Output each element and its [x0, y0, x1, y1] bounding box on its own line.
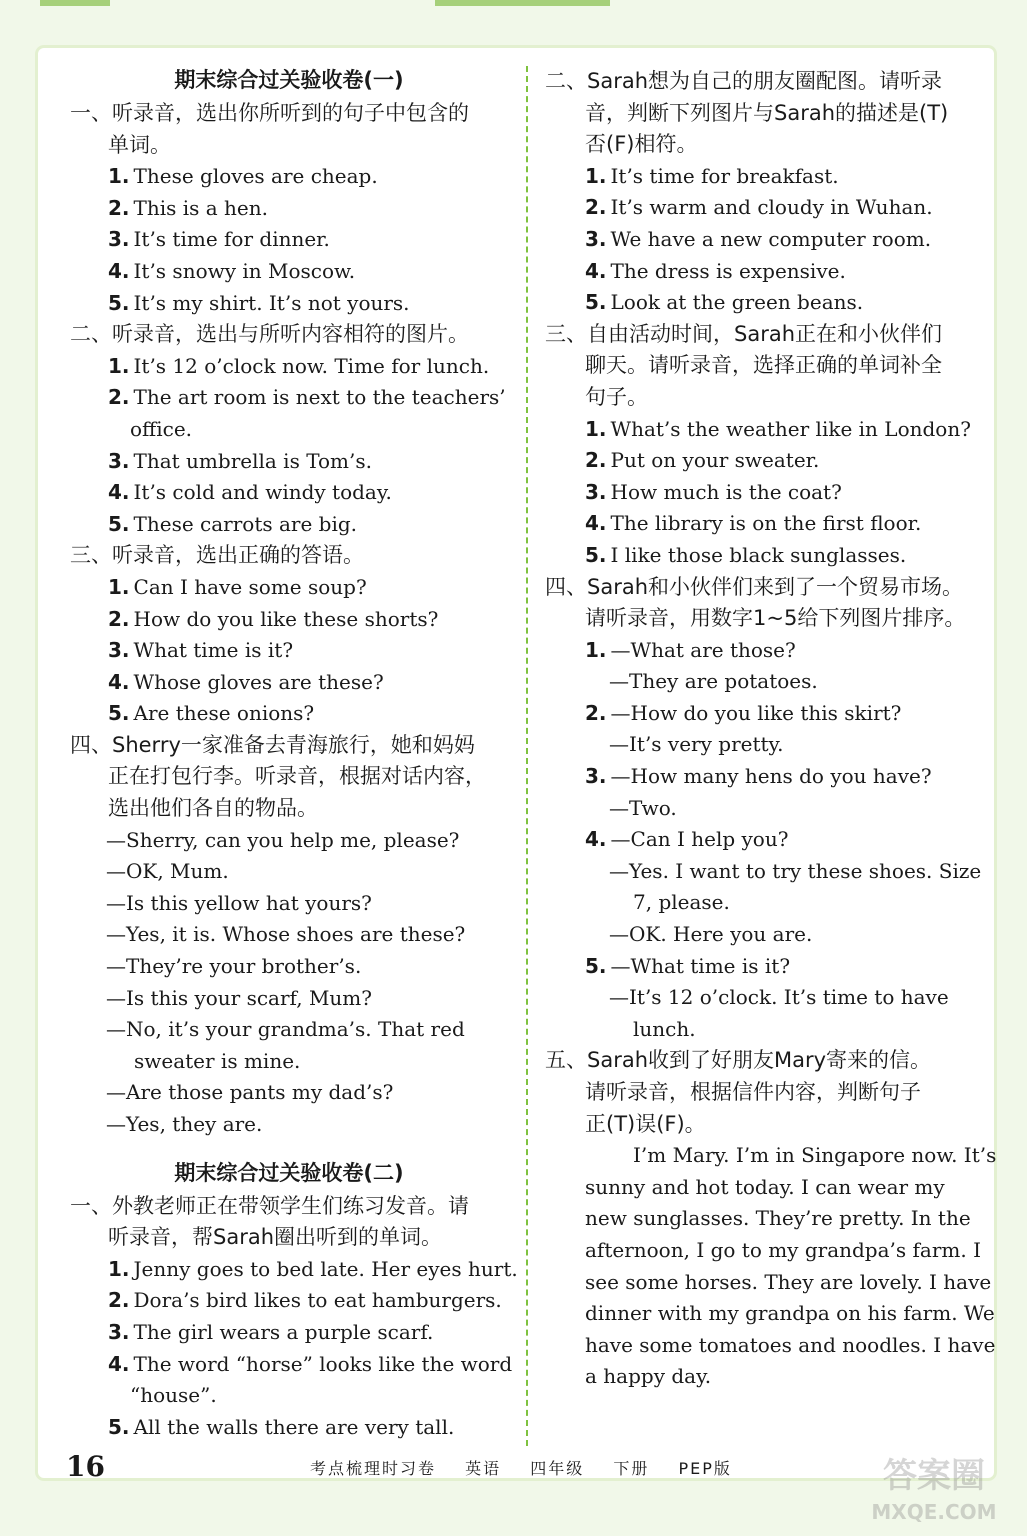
section-heading: 三、自由活动时间，Sarah正在和小伙伴们: [545, 321, 943, 346]
letter-line: afternoon, I go to my grandpa’s farm. I: [585, 1237, 981, 1262]
page-number: 16: [66, 1450, 105, 1483]
list-item: 2. Dora’s bird likes to eat hamburgers.: [108, 1288, 502, 1313]
section-heading: 一、听录音，选出你所听到的句子中包含的: [70, 101, 469, 125]
dialog-line: —It’s 12 o’clock. It’s time to have: [609, 985, 949, 1010]
letter-line: I’m Mary. I’m in Singapore now. It’s: [633, 1143, 997, 1168]
section-heading: 三、听录音，选出正确的答语。: [70, 543, 364, 568]
section-heading: 五、Sarah收到了好朋友Mary寄来的信。: [545, 1048, 932, 1073]
test-title-1: 期末综合过关验收卷(一): [174, 68, 404, 92]
list-item: 5. I like those black sunglasses.: [585, 542, 907, 567]
test-title-2: 期末综合过关验收卷(二): [174, 1160, 404, 1185]
watermark-logo: [859, 1445, 1009, 1531]
letter-line: new sunglasses. They’re pretty. In the: [585, 1206, 971, 1231]
watermark-url: MXQE.COM: [871, 1500, 997, 1524]
dialog-item: 1. —What are those?: [585, 637, 796, 662]
dialog-line: —Sherry, can you help me, please?: [106, 827, 460, 852]
watermark-cn: 答案圈: [883, 1456, 985, 1496]
dialog-line: —They are potatoes.: [609, 669, 818, 694]
dialog-line: —Are those pants my dad’s?: [106, 1080, 394, 1105]
section-heading-cont: 选出他们各自的物品。: [108, 796, 318, 821]
list-item: 3. We have a new computer room.: [585, 226, 932, 251]
letter-line: dinner with my grandpa on his farm. We: [585, 1301, 995, 1326]
section-heading: 四、Sherry一家准备去青海旅行，她和妈妈: [70, 732, 475, 757]
dialog-line: —It’s very pretty.: [609, 732, 784, 757]
letter-line: sunny and hot today. I can wear my: [585, 1174, 945, 1199]
section-heading-cont: 听录音，帮Sarah圈出听到的单词。: [108, 1225, 443, 1250]
left-column: [70, 62, 518, 1443]
list-item: 2. Put on your sweater.: [585, 448, 820, 473]
footer-book-title: 考点梳理时习卷: [310, 1459, 437, 1478]
list-item: 5. It’s my shirt. It’s not yours.: [108, 290, 410, 315]
footer-grade: 四年级: [530, 1459, 585, 1478]
section-heading: 二、Sarah想为自己的朋友圈配图。请听录: [545, 69, 943, 93]
dialog-line-cont: 7, please.: [633, 890, 730, 915]
dialog-line: —Is this your scarf, Mum?: [106, 985, 372, 1010]
dialog-line: —Is this yellow hat yours?: [106, 890, 372, 915]
dialog-line: —OK. Here you are.: [609, 922, 813, 947]
dialog-item: 5. —What time is it?: [585, 953, 791, 978]
section-heading-cont: 否(F)相符。: [585, 132, 698, 157]
list-item: 1. Can I have some soup?: [108, 574, 367, 599]
letter-line: see some horses. They are lovely. I have: [585, 1269, 992, 1294]
top-decoration-center: [435, 0, 610, 6]
dialog-line: —Yes, it is. Whose shoes are these?: [106, 922, 466, 947]
list-item: 2. How do you like these shorts?: [108, 606, 439, 631]
list-item: 1. These gloves are cheap.: [108, 164, 378, 189]
section-heading: 四、Sarah和小伙伴们来到了一个贸易市场。: [545, 574, 964, 599]
footer-subject: 英语: [465, 1459, 502, 1478]
dialog-item: 4. —Can I help you?: [585, 827, 789, 852]
list-item: 4. Whose gloves are these?: [108, 669, 384, 694]
list-item: 5. Are these onions?: [108, 701, 315, 726]
list-item: 3. The girl wears a purple scarf.: [108, 1319, 434, 1344]
dialog-line: —Yes, they are.: [106, 1112, 263, 1136]
letter-line: have some tomatoes and noodles. I have: [585, 1332, 996, 1357]
list-item: 1. It’s 12 o’clock now. Time for lunch.: [108, 353, 490, 378]
list-item: 5. These carrots are big.: [108, 511, 358, 536]
letter-line: a happy day.: [585, 1364, 712, 1389]
section-heading-cont: 正(T)误(F)。: [585, 1111, 706, 1136]
footer-book-info: [310, 1456, 754, 1479]
list-item: 5. All the walls there are very tall.: [108, 1414, 455, 1439]
dialog-line: —OK, Mum.: [106, 859, 229, 884]
section-heading-cont: 请听录音，根据信件内容，判断句子: [585, 1080, 921, 1104]
dialog-line-cont: sweater is mine.: [134, 1048, 301, 1073]
list-item-cont: office.: [130, 416, 193, 441]
section-heading-cont: 请听录音，用数字1~5给下列图片排序。: [585, 606, 966, 631]
right-column: [545, 66, 997, 1393]
dialog-line: —Yes. I want to try these shoes. Size: [609, 858, 982, 883]
dialog-line: —They’re your brother’s.: [106, 954, 362, 979]
section-heading-cont: 聊天。请听录音，选择正确的单词补全: [585, 353, 942, 378]
list-item: 3. It’s time for dinner.: [108, 227, 330, 252]
list-item: 3. What time is it?: [108, 638, 294, 663]
section-heading: 二、听录音，选出与所听内容相符的图片。: [70, 322, 469, 347]
column-divider: [526, 66, 528, 1446]
list-item-cont: “house”.: [130, 1383, 217, 1408]
list-item: 4. The dress is expensive.: [585, 258, 846, 283]
dialog-line-cont: lunch.: [633, 1016, 696, 1041]
dialog-item: 3. —How many hens do you have?: [585, 764, 932, 789]
section-heading-cont: 音，判断下列图片与Sarah的描述是(T): [585, 100, 949, 125]
top-decoration-left: [40, 0, 110, 6]
list-item: 3. How much is the coat?: [585, 479, 842, 504]
list-item: 4. The word “horse” looks like the word: [108, 1351, 513, 1376]
list-item: 1. It’s time for breakfast.: [585, 163, 839, 188]
list-item: 4. The library is on the first floor.: [585, 511, 922, 536]
list-item: 2. It’s warm and cloudy in Wuhan.: [585, 195, 933, 220]
list-item: 1. Jenny goes to bed late. Her eyes hurt.: [108, 1256, 518, 1281]
section-heading-cont: 正在打包行李。听录音，根据对话内容，: [108, 764, 486, 789]
section-heading-cont: 句子。: [585, 384, 648, 409]
list-item: 2. This is a hen.: [108, 195, 269, 220]
dialog-item: 2. —How do you like this skirt?: [585, 700, 902, 725]
list-item: 4. It’s cold and windy today.: [108, 480, 392, 505]
dialog-line: —No, it’s your grandma’s. That red: [106, 1017, 465, 1042]
section-heading: 一、外教老师正在带领学生们练习发音。请: [70, 1193, 469, 1218]
dialog-line: —Two.: [609, 795, 677, 820]
list-item: 1. What’s the weather like in London?: [585, 416, 971, 441]
list-item: 4. It’s snowy in Moscow.: [108, 258, 356, 283]
footer-edition: PEP版: [678, 1459, 732, 1478]
list-item: 2. The art room is next to the teachers’: [108, 385, 506, 410]
section-heading-cont: 单词。: [108, 132, 171, 157]
list-item: 3. That umbrella is Tom’s.: [108, 448, 372, 473]
footer-volume: 下册: [613, 1459, 650, 1478]
list-item: 5. Look at the green beans.: [585, 290, 864, 315]
